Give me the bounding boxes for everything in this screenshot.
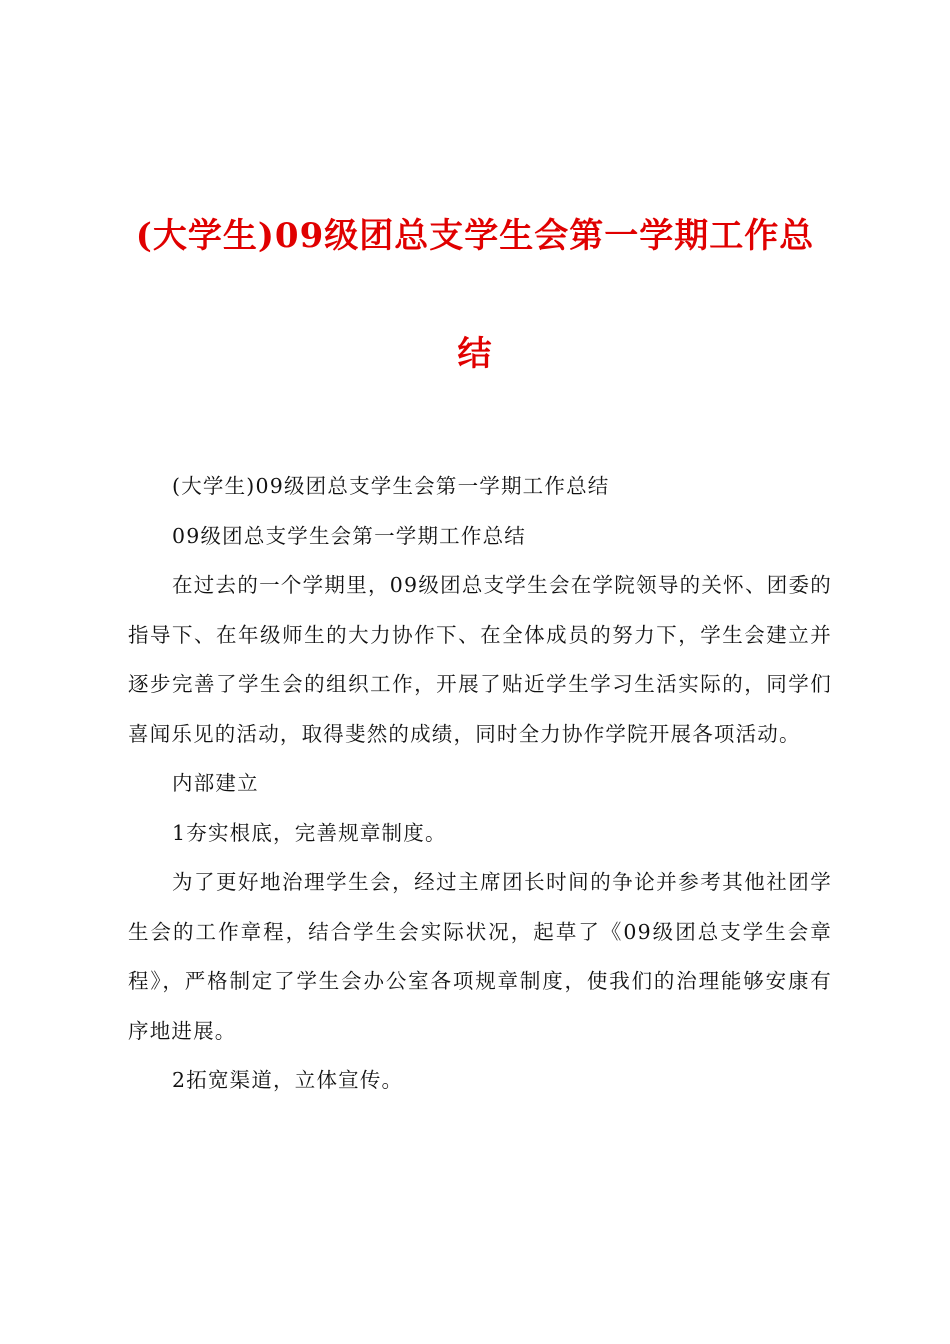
paragraph-rules: 为了更好地治理学生会，经过主席团长时间的争论并参考其他社团学生会的工作章程，结合学生会实际状况，起草了《09级团总支学生会章程》，严格制定了学生会办公室各项规章制度，使我们的治理能够安康有序地进展。: [128, 870, 832, 1043]
document-body: [128, 462, 832, 1106]
document-title-continuation: 结: [457, 334, 493, 374]
paragraph-subtitle: (大学生)09级团总支学生会第一学期工作总结: [172, 474, 610, 498]
paragraph-intro: 在过去的一个学期里，09级团总支学生会在学院领导的关怀、团委的指导下、在年级师生的大力协作下、在全体成员的努力下，学生会建立并逐步完善了学生会的组织工作，开展了贴近学生学习生活实际的，同学们喜闻乐见的活动，取得斐然的成绩，同时全力协作学院开展各项活动。: [128, 573, 832, 746]
section-heading-internal-construction: 内部建立: [172, 771, 259, 795]
document-title: (大学生)09级团总支学生会第一学期工作总: [135, 216, 815, 256]
paragraph-heading: 09级团总支学生会第一学期工作总结: [172, 523, 526, 548]
list-item-2-heading: 2拓宽渠道，立体宣传。: [172, 1068, 404, 1092]
list-item-1-heading: 1夯实根底，完善规章制度。: [172, 820, 447, 845]
